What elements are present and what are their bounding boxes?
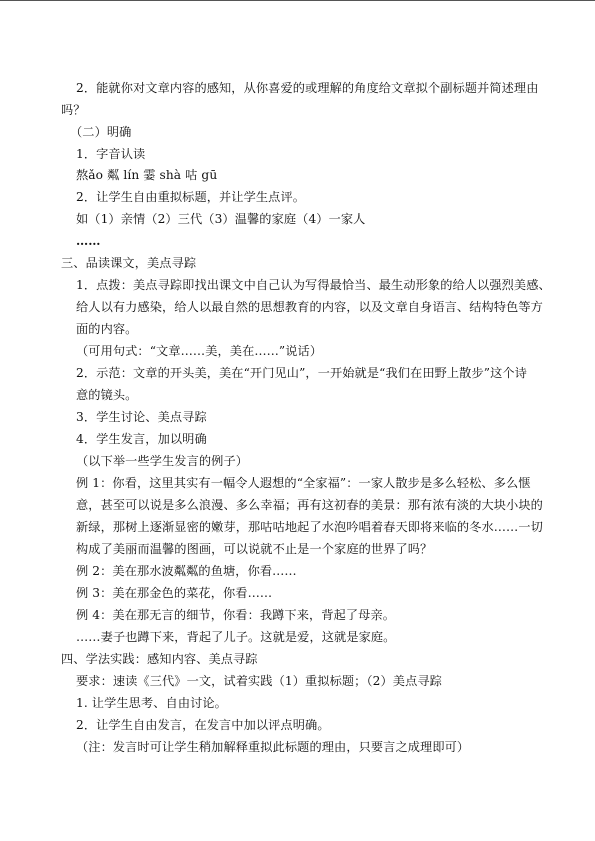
text-line: 1．字音认读 — [76, 147, 146, 161]
text-line: 1．点拨：美点寻踪即找出课文中自己认为写得最恰当、最生动形象的给人以强烈美感、 — [76, 278, 551, 292]
text-line: 面的内容。 — [76, 322, 138, 336]
text-line: 例 4：美在那无言的细节，你看：我蹲下来，背起了母亲。 — [76, 608, 396, 622]
text-line: 4．学生发言，加以明确 — [76, 432, 207, 446]
text-line: （注：发言时可让学生稍加解释重拟此标题的理由，只要言之成理即可） — [76, 740, 470, 754]
text-line: 2．示范：文章的开头美，美在“开门见山”，一开始就是“我们在田野上散步”这个诗 — [76, 366, 527, 380]
text-line: 吗？ — [61, 103, 86, 117]
text-line: ……妻子也蹲下来，背起了儿子。这就是爱，这就是家庭。 — [76, 630, 396, 644]
text-line: 如（1）亲情（2）三代（3）温馨的家庭（4）一家人 — [76, 212, 366, 226]
text-line: 新绿，那树上逐渐显密的嫩芽，那咕咕地起了水泡吟唱着春天即将来临的冬水……一切 — [76, 520, 543, 534]
text-line: 2．让学生自由重拟标题，并让学生点评。 — [76, 190, 306, 204]
section-heading: 三、品读课文，美点寻踪 — [61, 256, 197, 270]
text-line: 熬ǎo 粼 lín 霎 shà 咕 gū — [76, 168, 218, 182]
text-line: （可用句式：“文章……美，美在……”说话） — [76, 344, 323, 358]
text-line: 2．能就你对文章内容的感知，从你喜爱的或理解的角度给文章拟个副标题并简述理由 — [76, 81, 539, 95]
text-line: 要求：速读《三代》一文，试着实践（1）重拟标题；（2）美点寻踪 — [76, 674, 442, 688]
text-line: 意，甚至可以说是多么浪漫、多么幸福；再有这初春的美景：那有浓有淡的大块小块的 — [76, 498, 543, 512]
text-line: 2．让学生自由发言，在发言中加以评点明确。 — [76, 718, 330, 732]
text-line: 3．学生讨论、美点寻踪 — [76, 410, 207, 424]
text-line: 例 2：美在那水波粼粼的鱼塘，你看…… — [76, 564, 297, 578]
text-line: 例 1：你看，这里其实有一幅令人遐想的“全家福”：一家人散步是多么轻松、多么惬 — [76, 476, 531, 490]
text-line: （以下举一些学生发言的例子） — [76, 454, 249, 468]
text-line: 意的镜头。 — [76, 388, 138, 402]
text-line: 构成了美丽而温馨的图画，可以说就不止是一个家庭的世界了吗？ — [76, 542, 433, 556]
section-heading: 四、学法实践：感知内容、美点寻踪 — [61, 652, 258, 666]
text-line: 给人以有力感染，给人以最自然的思想教育的内容，以及文章自身语言、结构特色等方 — [76, 300, 543, 314]
text-line: …… — [76, 234, 101, 248]
text-line: 1. 让学生思考、自由讨论。 — [76, 696, 227, 710]
text-line: 例 3：美在那金色的菜花，你看…… — [76, 586, 273, 600]
text-line: （二）明确 — [70, 125, 132, 139]
